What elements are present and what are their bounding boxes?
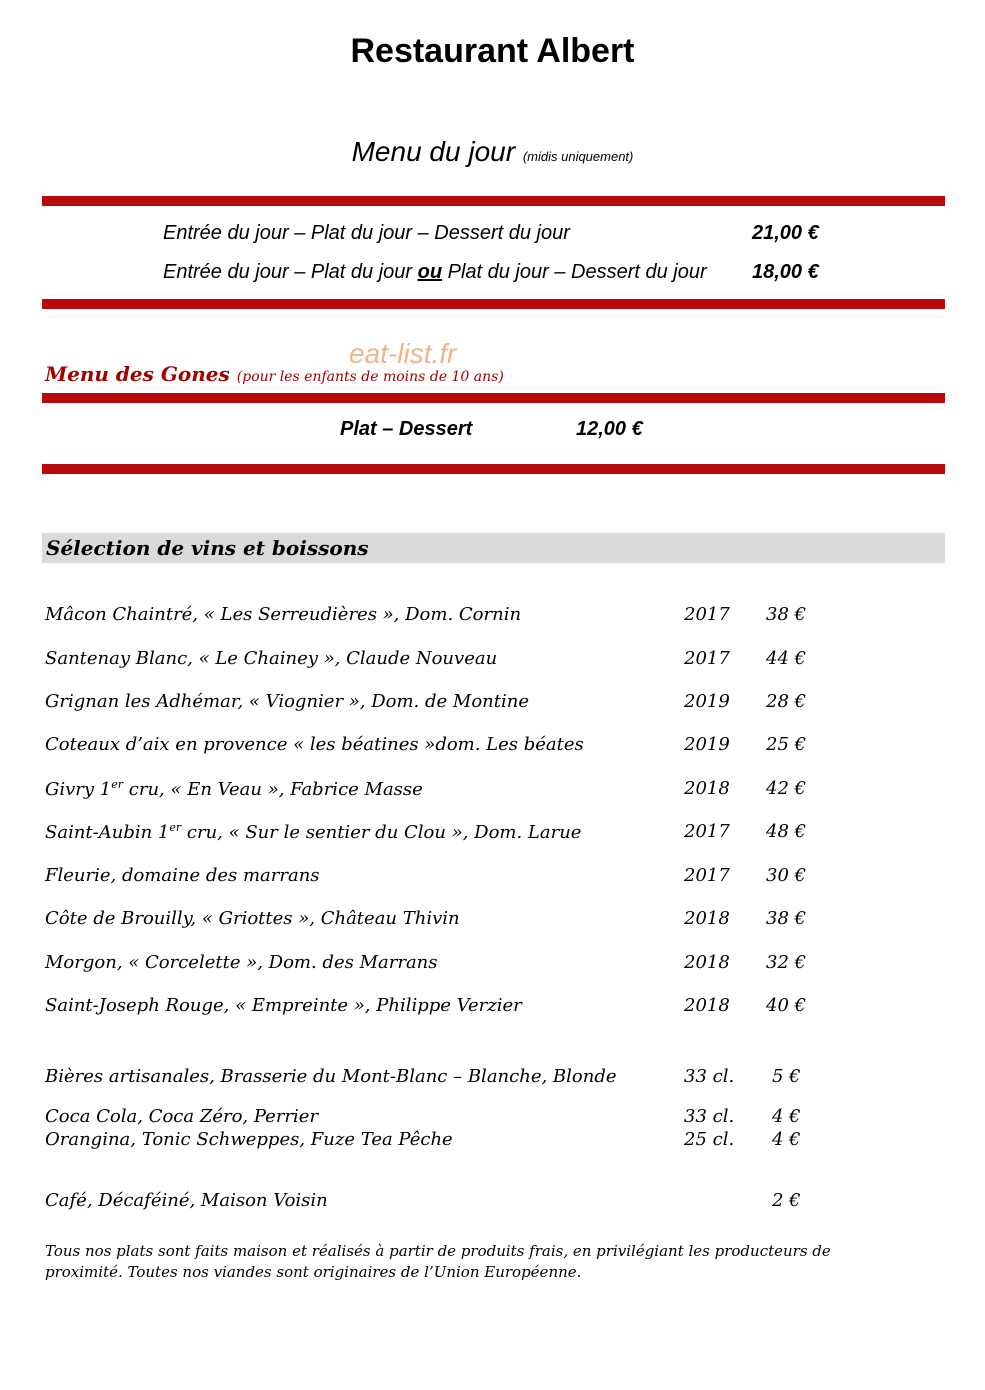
divider-bar xyxy=(42,393,945,403)
menu-du-jour-note: (midis uniquement) xyxy=(522,149,634,164)
menu-item-or: ou xyxy=(417,261,443,283)
wine-price: 25 € xyxy=(766,734,807,755)
menu-item-desc-part: Plat du jour – Dessert du jour xyxy=(442,261,707,283)
wine-year: 2018 xyxy=(684,778,730,799)
wine-name xyxy=(45,778,423,800)
wine-year: 2017 xyxy=(684,604,730,625)
divider-bar xyxy=(42,299,945,309)
menu-des-gones-note: (pour les enfants de moins de 10 ans) xyxy=(236,369,504,385)
wine-price: 44 € xyxy=(766,648,807,669)
drink-price: 5 € xyxy=(772,1066,801,1087)
wine-price: 48 € xyxy=(766,821,807,842)
wine-price: 32 € xyxy=(766,952,807,973)
drink-volume: 33 cl. xyxy=(684,1066,735,1087)
wine-name-part: Givry 1 xyxy=(45,779,112,800)
wine-price: 38 € xyxy=(766,604,807,625)
divider-bar xyxy=(42,196,945,206)
gones-item: Plat – Dessert xyxy=(340,418,473,440)
drink-price: 2 € xyxy=(772,1190,801,1211)
wine-year: 2017 xyxy=(684,648,730,669)
superscript: er xyxy=(169,821,182,834)
menu-des-gones-label: Menu des Gones xyxy=(45,362,230,386)
wine-year: 2019 xyxy=(684,691,730,712)
wine-name xyxy=(45,821,581,843)
gones-price: 12,00 € xyxy=(576,418,643,440)
wine-price: 30 € xyxy=(766,865,807,886)
divider-bar xyxy=(42,464,945,474)
wine-name: Mâcon Chaintré, « Les Serreudières », Dom. Cornin xyxy=(45,604,522,625)
menu-item-price: 21,00 € xyxy=(752,222,819,244)
superscript: er xyxy=(111,778,124,791)
wine-name: Saint-Joseph Rouge, « Empreinte », Philippe Verzier xyxy=(45,995,522,1016)
drink-price: 4 € xyxy=(772,1129,801,1150)
footer-note: Tous nos plats sont faits maison et réalisés à partir de produits frais, en privilégiant les producteurs de proximité. Toutes nos viandes sont originaires de l’Union Européenne. xyxy=(45,1242,831,1281)
menu-item-desc xyxy=(163,261,707,284)
menu-des-gones-heading xyxy=(45,362,504,386)
drink-price: 4 € xyxy=(772,1106,801,1127)
drink-name: Bières artisanales, Brasserie du Mont-Blanc – Blanche, Blonde xyxy=(45,1066,617,1087)
wine-price: 40 € xyxy=(766,995,807,1016)
wine-name: Coteaux d’aix en provence « les béatines »dom. Les béates xyxy=(45,734,584,755)
wine-year: 2018 xyxy=(684,995,730,1016)
menu-item-price: 18,00 € xyxy=(752,261,819,283)
wine-year: 2018 xyxy=(684,908,730,929)
menu-du-jour-label: Menu du jour xyxy=(351,136,516,167)
menu-du-jour-heading xyxy=(0,136,985,168)
wine-year: 2018 xyxy=(684,952,730,973)
wine-year: 2019 xyxy=(684,734,730,755)
wine-year: 2017 xyxy=(684,865,730,886)
section-header xyxy=(42,533,945,563)
menu-item-desc-part: Entrée du jour – Plat du jour xyxy=(163,261,418,283)
wine-name: Grignan les Adhémar, « Viognier », Dom. de Montine xyxy=(45,691,529,712)
wine-year: 2017 xyxy=(684,821,730,842)
menu-item-desc: Entrée du jour – Plat du jour – Dessert du jour xyxy=(163,222,570,244)
wine-name: Fleurie, domaine des marrans xyxy=(45,865,320,886)
wine-name-part: cru, « Sur le sentier du Clou », Dom. Larue xyxy=(181,822,582,843)
wine-price: 28 € xyxy=(766,691,807,712)
wine-name-part: cru, « En Veau », Fabrice Masse xyxy=(123,779,423,800)
wine-price: 38 € xyxy=(766,908,807,929)
watermark: eat-list.fr xyxy=(349,338,457,369)
drink-volume: 33 cl. xyxy=(684,1106,735,1127)
wine-name-part: Saint-Aubin 1 xyxy=(45,822,170,843)
drink-name: Coca Cola, Coca Zéro, Perrier xyxy=(45,1106,319,1127)
section-title: Sélection de vins et boissons xyxy=(46,536,369,560)
drink-name: Café, Décaféiné, Maison Voisin xyxy=(45,1190,328,1211)
drink-volume: 25 cl. xyxy=(684,1129,735,1150)
wine-name: Côte de Brouilly, « Griottes », Château Thivin xyxy=(45,908,460,929)
wine-name: Morgon, « Corcelette », Dom. des Marrans xyxy=(45,952,438,973)
wine-price: 42 € xyxy=(766,778,807,799)
page-title: Restaurant Albert xyxy=(350,32,635,70)
wine-name: Santenay Blanc, « Le Chainey », Claude Nouveau xyxy=(45,648,498,669)
drink-name: Orangina, Tonic Schweppes, Fuze Tea Pêche xyxy=(45,1129,453,1150)
